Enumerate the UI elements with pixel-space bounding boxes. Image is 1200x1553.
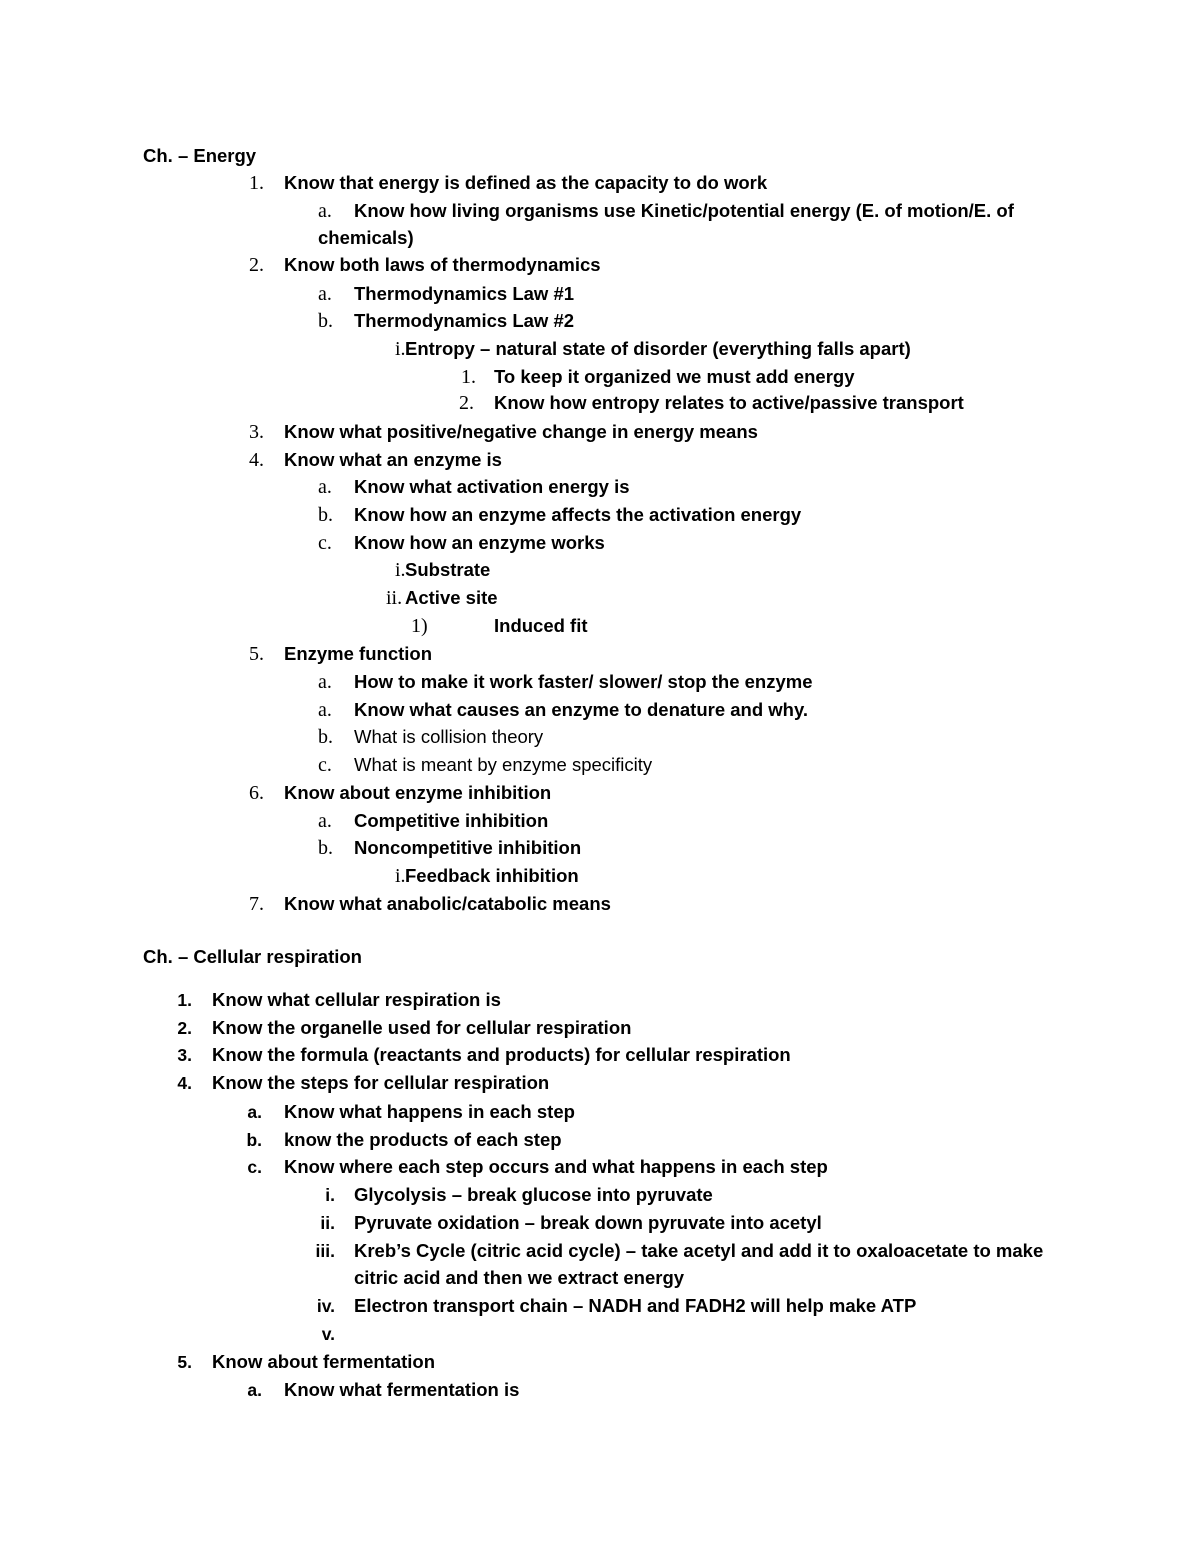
- list-marker: 1): [411, 615, 428, 637]
- list-item: To keep it organized we must add energy: [494, 366, 855, 387]
- list-marker: ii.: [320, 1213, 335, 1233]
- list-item: Know where each step occurs and what happens in each step: [284, 1156, 828, 1177]
- list-marker: 6.: [249, 782, 264, 804]
- list-item: Induced fit: [494, 615, 588, 636]
- list-item: Thermodynamics Law #2: [354, 310, 575, 331]
- list-item: What is meant by enzyme specificity: [354, 754, 653, 775]
- list-item: Active site: [405, 587, 498, 608]
- list-marker: 5.: [249, 643, 264, 665]
- section-heading-cellular-respiration: Ch. – Cellular respiration: [143, 946, 362, 967]
- list-marker: 1.: [177, 990, 192, 1010]
- list-item: Know what positive/negative change in energy means: [284, 421, 758, 442]
- list-item: Pyruvate oxidation – break down pyruvate into acetyl: [354, 1212, 822, 1233]
- list-item: Know about enzyme inhibition: [284, 782, 552, 803]
- list-item: Kreb’s Cycle (citric acid cycle) – take acetyl and add it to oxaloacetate to make: [354, 1240, 1044, 1261]
- list-marker: a.: [318, 283, 332, 305]
- list-marker: a.: [318, 810, 332, 832]
- list-marker: a.: [247, 1380, 262, 1400]
- list-item: Know what causes an enzyme to denature and why.: [354, 699, 809, 720]
- list-item: Know what cellular respiration is: [212, 989, 501, 1010]
- list-item: Know what anabolic/catabolic means: [284, 893, 611, 914]
- list-marker: b.: [318, 837, 333, 859]
- list-item: Know about fermentation: [212, 1351, 436, 1372]
- list-item-continuation: citric acid and then we extract energy: [354, 1267, 685, 1288]
- list-item: Know the formula (reactants and products) for cellular respiration: [212, 1044, 791, 1065]
- list-item: Thermodynamics Law #1: [354, 283, 575, 304]
- list-marker: 4.: [177, 1073, 192, 1093]
- list-marker: b.: [318, 504, 333, 526]
- list-item: Know the steps for cellular respiration: [212, 1072, 550, 1093]
- list-marker: 2.: [177, 1018, 192, 1038]
- list-marker: a.: [247, 1102, 262, 1122]
- list-marker: 2.: [249, 254, 264, 276]
- list-item: Glycolysis – break glucose into pyruvate: [354, 1184, 713, 1205]
- list-marker: iii.: [315, 1241, 335, 1261]
- list-marker: c.: [247, 1157, 262, 1177]
- list-marker: 3.: [177, 1045, 192, 1065]
- list-marker: c.: [318, 754, 332, 776]
- list-marker: 2.: [459, 392, 474, 414]
- list-item: Competitive inhibition: [354, 810, 549, 831]
- list-item: Know what an enzyme is: [284, 449, 502, 470]
- list-marker: 3.: [249, 421, 264, 443]
- list-item: Feedback inhibition: [405, 865, 579, 886]
- list-marker: b.: [318, 726, 333, 748]
- list-marker: a.: [318, 476, 332, 498]
- list-item: Enzyme function: [284, 643, 433, 664]
- list-item: Know both laws of thermodynamics: [284, 254, 601, 275]
- section-heading-energy: Ch. – Energy: [143, 145, 257, 166]
- list-item: What is collision theory: [354, 726, 544, 747]
- list-marker: b.: [318, 310, 333, 332]
- list-item: Know what fermentation is: [284, 1379, 520, 1400]
- list-marker: iv.: [316, 1296, 335, 1316]
- list-item: Know what happens in each step: [284, 1101, 575, 1122]
- list-marker: 5.: [177, 1352, 192, 1372]
- list-item: Know that energy is defined as the capacity to do work: [284, 172, 768, 193]
- list-item: Noncompetitive inhibition: [354, 837, 582, 858]
- list-item-continuation: chemicals): [318, 227, 414, 248]
- list-marker: i.: [395, 559, 406, 581]
- list-marker: 7.: [249, 893, 264, 915]
- list-marker: a.: [318, 671, 332, 693]
- list-marker: i.: [325, 1185, 335, 1205]
- list-item: know the products of each step: [284, 1129, 562, 1150]
- list-marker: 1.: [461, 366, 476, 388]
- list-marker: c.: [318, 532, 332, 554]
- list-marker: ii.: [386, 587, 403, 609]
- list-marker: i.: [395, 865, 406, 887]
- list-item: Know how an enzyme affects the activation energy: [354, 504, 802, 525]
- list-item: How to make it work faster/ slower/ stop the enzyme: [354, 671, 813, 692]
- list-marker: b.: [246, 1130, 262, 1150]
- list-item: Know how entropy relates to active/passive transport: [494, 392, 964, 413]
- list-item: Electron transport chain – NADH and FADH2 will help make ATP: [354, 1295, 917, 1316]
- list-item: Know what activation energy is: [354, 476, 630, 497]
- list-item: Know how an enzyme works: [354, 532, 605, 553]
- list-item: Know how living organisms use Kinetic/potential energy (E. of motion/E. of: [354, 200, 1014, 221]
- list-item: Entropy – natural state of disorder (everything falls apart): [405, 338, 911, 359]
- list-marker: 4.: [249, 449, 264, 471]
- list-marker: 1.: [249, 172, 264, 194]
- list-item: Substrate: [405, 559, 491, 580]
- list-marker: v.: [321, 1324, 335, 1344]
- list-marker: a.: [318, 699, 332, 721]
- list-item: Know the organelle used for cellular respiration: [212, 1017, 632, 1038]
- list-marker: a.: [318, 200, 332, 222]
- list-marker: i.: [395, 338, 406, 360]
